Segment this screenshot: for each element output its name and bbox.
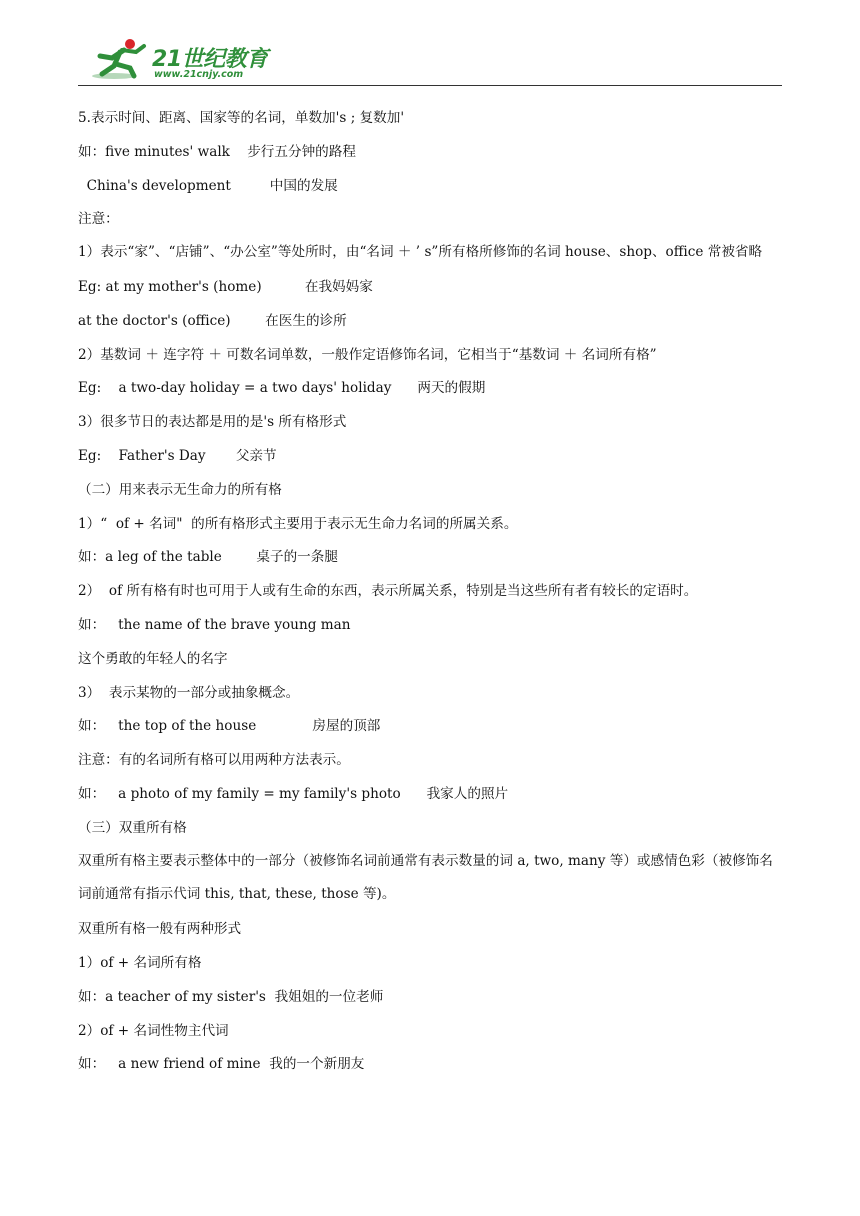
text-line: China's development 中国的发展 <box>78 177 338 194</box>
running-person-icon <box>90 36 150 82</box>
text-line: 3）很多节日的表达都是用的是's 所有格形式 <box>78 414 347 431</box>
page-header <box>78 34 782 86</box>
text-line: 如：a leg of the table 桌子的一条腿 <box>78 549 338 566</box>
site-logo <box>90 36 280 82</box>
text-line: 如： a photo of my family = my family's photo 我家人的照片 <box>78 785 509 802</box>
text-line: at the doctor's (office) 在医生的诊所 <box>78 312 347 329</box>
logo-title: 21世纪教育 <box>152 47 268 72</box>
text-line: 注意： <box>78 211 119 228</box>
text-line: 如：five minutes' walk 步行五分钟的路程 <box>78 143 356 160</box>
section-heading: （三）双重所有格 <box>78 819 187 836</box>
text-line: 如： a new friend of mine 我的一个新朋友 <box>78 1056 365 1073</box>
text-line: 双重所有格主要表示整体中的一部分（被修饰名词前通常有表示数量的词 a, two, many 等）或感情色彩（被修饰名词前通常有指示代词 this, that, these, those 等)。 <box>78 852 773 903</box>
text-line: 注意：有的名词所有格可以用两种方法表示。 <box>78 752 350 769</box>
section-heading: （二）用来表示无生命力的所有格 <box>78 481 282 498</box>
text-line: 3） 表示某物的一部分或抽象概念。 <box>78 684 300 701</box>
text-line: Eg: Father's Day 父亲节 <box>78 447 277 464</box>
text-line: 1）“ of + 名词" 的所有格形式主要用于表示无生命力名词的所属关系。 <box>78 515 518 532</box>
text-line: Eg: at my mother's (home) 在我妈妈家 <box>78 278 373 295</box>
document-body <box>78 108 784 1088</box>
text-line: 如： the name of the brave young man <box>78 616 351 633</box>
logo-url: www.21cnjy.com <box>154 69 244 80</box>
text-line: 1）of + 名词所有格 <box>78 954 202 971</box>
text-line: 这个勇敢的年轻人的名字 <box>78 650 228 667</box>
text-line: 2）of + 名词性物主代词 <box>78 1022 229 1039</box>
header-divider <box>78 85 782 86</box>
text-line: 如： the top of the house 房屋的顶部 <box>78 718 381 735</box>
text-line: 1）表示“家”、“店铺”、“办公室”等处所时，由“名词 ＋ ’ s”所有格所修饰的名词 house、shop、office 常被省略 <box>78 244 763 261</box>
text-line: 2）基数词 ＋ 连字符 ＋ 可数名词单数，一般作定语修饰名词，它相当于“基数词 ＋ 名词所有格” <box>78 346 657 363</box>
text-line: 5.表示时间、距离、国家等的名词，单数加's ; 复数加' <box>78 110 405 126</box>
text-line: 双重所有格一般有两种形式 <box>78 921 242 938</box>
text-line: 2） of 所有格有时也可用于人或有生命的东西，表示所属关系，特别是当这些所有者有较长的定语时。 <box>78 583 698 600</box>
text-line: 如：a teacher of my sister's 我姐姐的一位老师 <box>78 988 384 1005</box>
text-line: Eg: a two-day holiday = a two days' holiday 两天的假期 <box>78 380 486 397</box>
